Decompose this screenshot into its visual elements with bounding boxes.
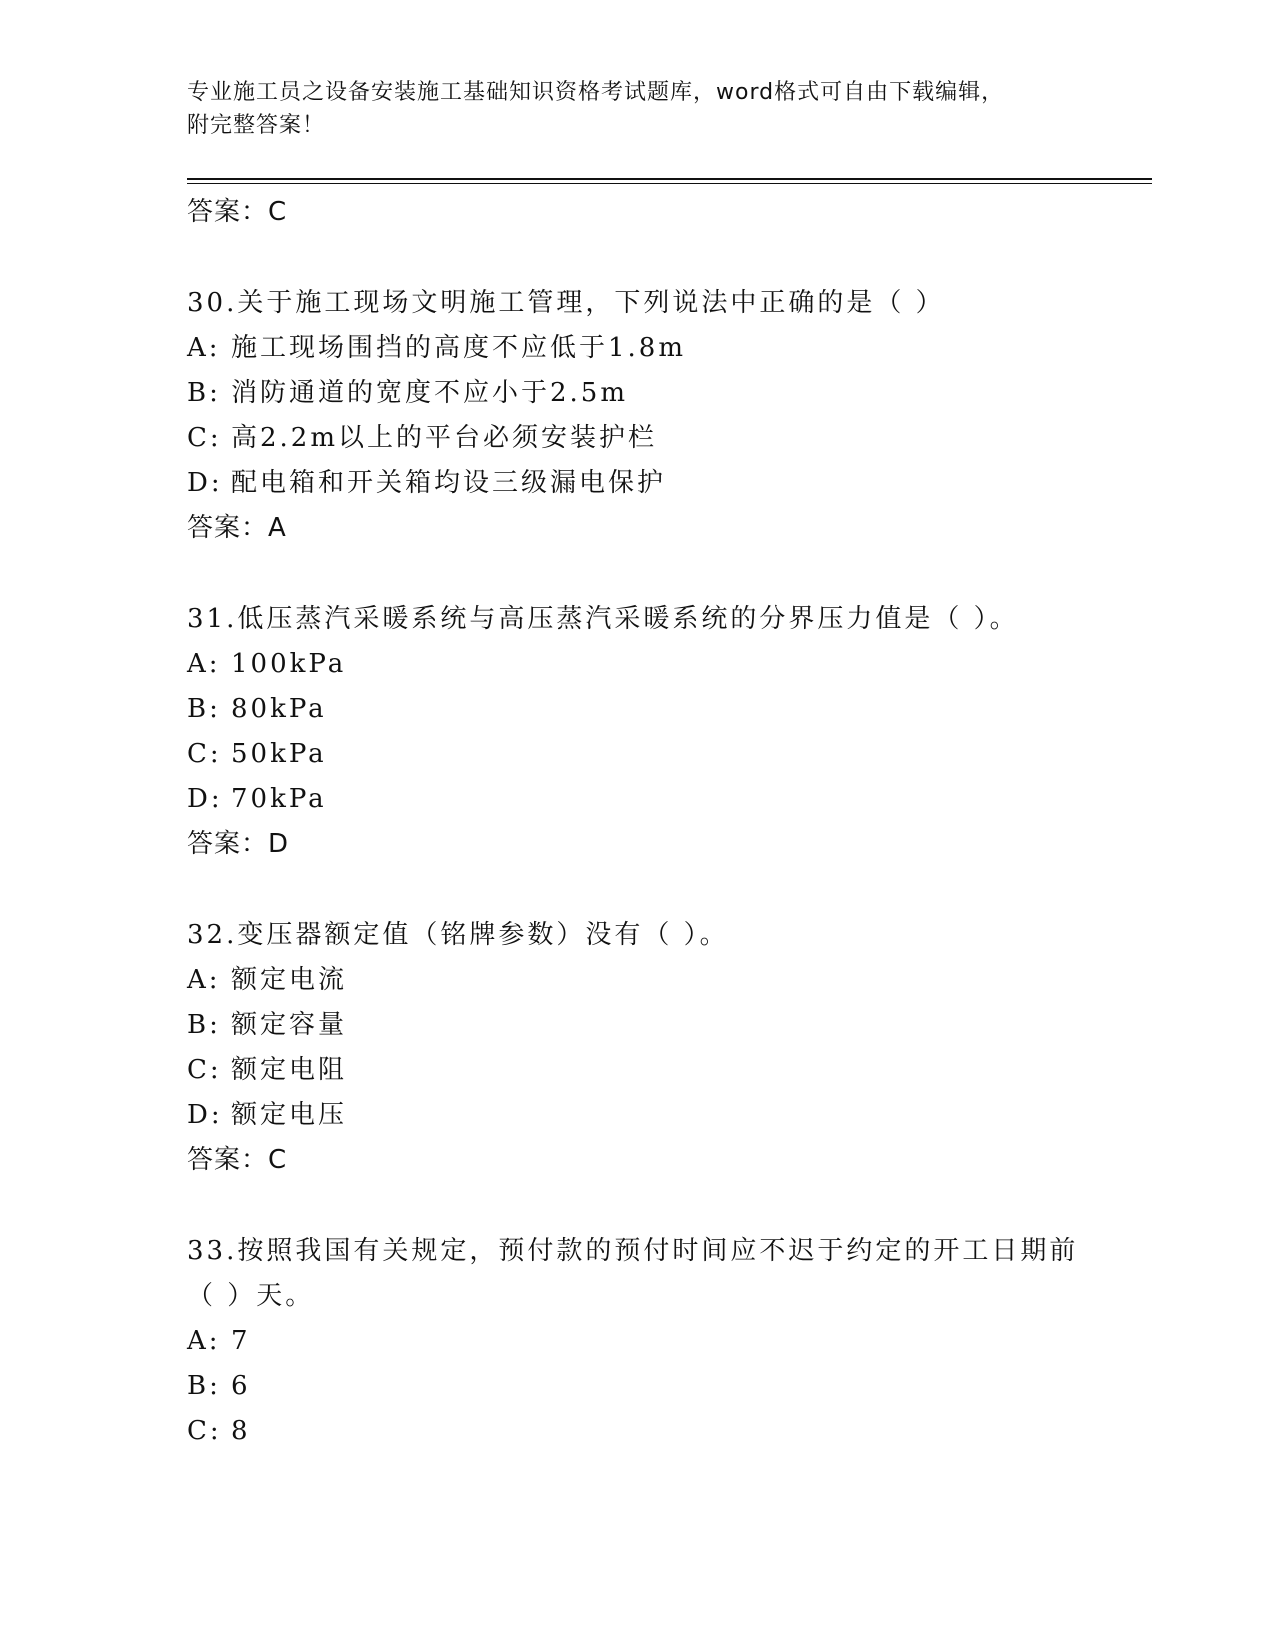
answer-option	[187, 1003, 1087, 1048]
answer-option	[187, 687, 1087, 732]
answer-line: 答案：D	[187, 829, 290, 859]
answer-option	[187, 416, 1087, 461]
option-text: 额定电压	[231, 1100, 348, 1130]
option-key: B:	[187, 694, 221, 724]
answer-option	[187, 1409, 1087, 1454]
answer-option	[187, 777, 1087, 822]
option-key: C:	[187, 1416, 222, 1446]
option-key: B:	[187, 378, 221, 408]
question-stem: 33.按照我国有关规定，预付款的预付时间应不迟于约定的开工日期前	[187, 1236, 1079, 1266]
answer-line: 答案：A	[187, 513, 287, 543]
option-key: A:	[187, 649, 221, 679]
question-stem: （ ）天。	[187, 1281, 315, 1311]
question-stem: 30.关于施工现场文明施工管理，下列说法中正确的是（ ）	[187, 288, 945, 318]
header-rule-thin	[187, 183, 1152, 184]
question-stem: 31.低压蒸汽采暖系统与高压蒸汽采暖系统的分界压力值是（ ）。	[187, 604, 1019, 634]
option-key: A:	[187, 333, 221, 363]
question-block	[187, 597, 1087, 867]
header-line-2: 附完整答案！	[187, 113, 326, 138]
answer-option	[187, 371, 1087, 416]
option-text: 7	[231, 1326, 251, 1356]
option-text: 配电箱和开关箱均设三级漏电保护	[231, 468, 667, 498]
answer-option	[187, 642, 1087, 687]
option-key: C:	[187, 1055, 222, 1085]
option-key: A:	[187, 965, 221, 995]
answer-option	[187, 461, 1087, 506]
question-block	[187, 1229, 1087, 1454]
option-key: B:	[187, 1010, 221, 1040]
option-key: A:	[187, 1326, 221, 1356]
answer-line: 答案：C	[187, 1145, 288, 1175]
option-text: 8	[231, 1416, 251, 1446]
answer-line: 答案：C	[187, 197, 288, 227]
option-text: 消防通道的宽度不应小于2.5m	[231, 378, 629, 408]
option-key: D:	[187, 784, 223, 814]
answer-option	[187, 958, 1087, 1003]
document-header	[187, 76, 1067, 142]
option-key: C:	[187, 423, 222, 453]
option-text: 额定容量	[231, 1010, 348, 1040]
answer-option	[187, 1364, 1087, 1409]
header-rule-thick	[187, 178, 1152, 180]
question-list	[187, 190, 1087, 1454]
option-text: 高2.2m以上的平台必须安装护栏	[231, 423, 658, 453]
answer-option	[187, 1319, 1087, 1364]
header-line-1: 专业施工员之设备安装施工基础知识资格考试题库，word格式可自由下载编辑，	[187, 80, 1005, 105]
question-block	[187, 281, 1087, 551]
option-text: 施工现场围挡的高度不应低于1.8m	[231, 333, 687, 363]
answer-option	[187, 1048, 1087, 1093]
option-text: 额定电阻	[231, 1055, 348, 1085]
option-text: 100kPa	[231, 649, 347, 679]
answer-option	[187, 326, 1087, 371]
option-key: D:	[187, 468, 223, 498]
option-key: D:	[187, 1100, 223, 1130]
option-key: C:	[187, 739, 222, 769]
option-text: 70kPa	[231, 784, 327, 814]
option-text: 80kPa	[231, 694, 327, 724]
option-text: 额定电流	[231, 965, 348, 995]
question-block	[187, 913, 1087, 1183]
option-text: 50kPa	[231, 739, 327, 769]
answer-option	[187, 732, 1087, 777]
option-key: B:	[187, 1371, 221, 1401]
question-stem: 32.变压器额定值（铭牌参数）没有（ ）。	[187, 920, 729, 950]
option-text: 6	[231, 1371, 251, 1401]
answer-option	[187, 1093, 1087, 1138]
